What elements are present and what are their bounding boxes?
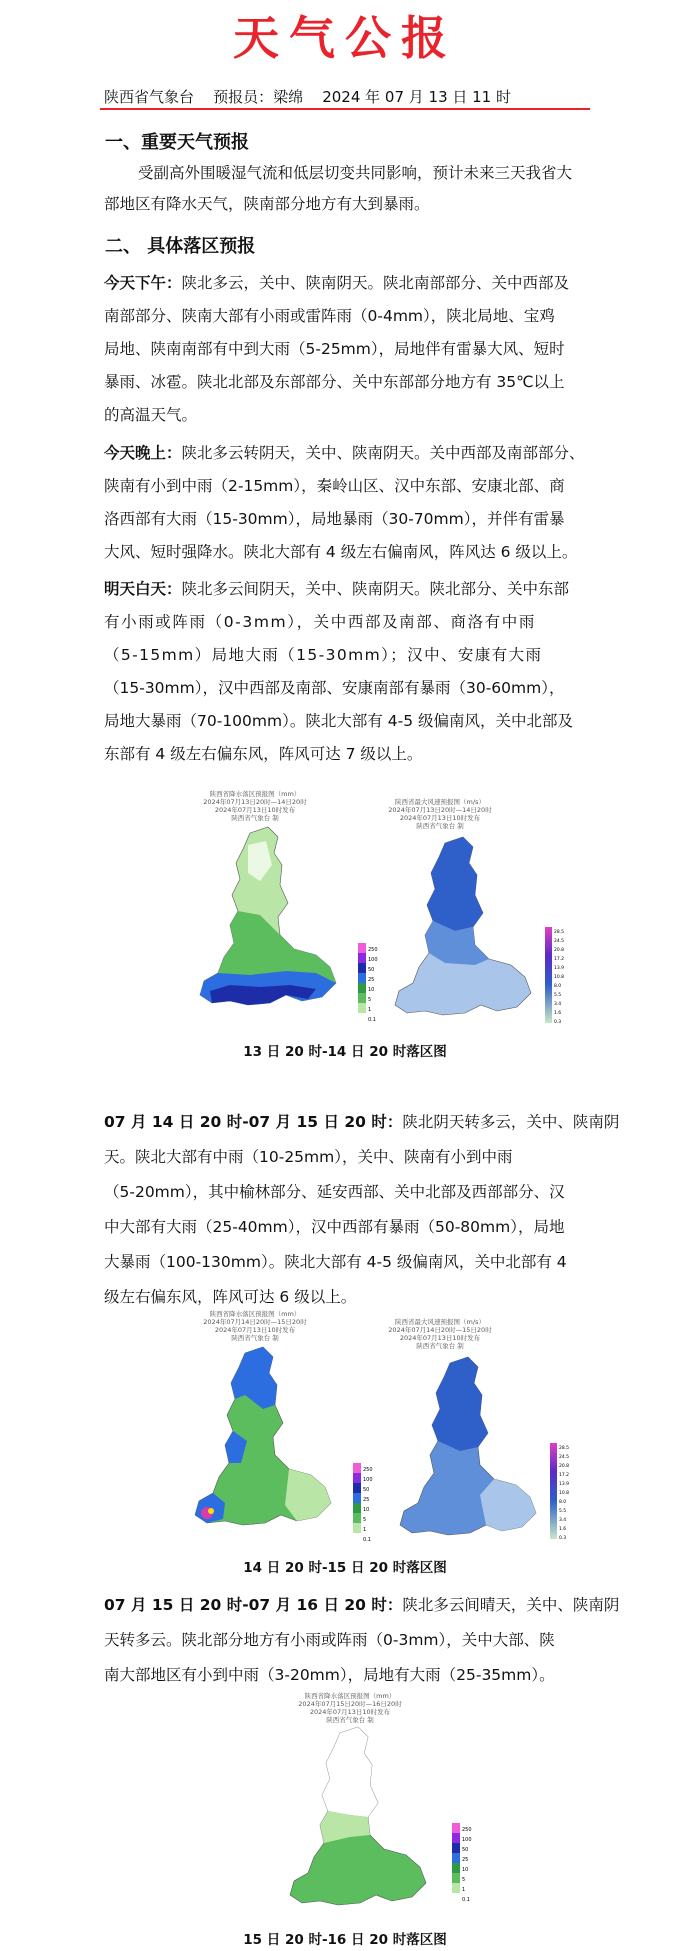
wind-map-2-title: 陕西省最大风速预报图（m/s） — [395, 1318, 485, 1326]
rain-legend-label: 0.1 — [363, 1537, 371, 1543]
tomorrow-line-1 — [104, 577, 569, 599]
rain-legend-label: 5 — [462, 1877, 466, 1883]
rain-legend-label: 50 — [368, 967, 375, 973]
wind-map-1 — [385, 835, 565, 1040]
rain-map-3-valid: 2024年07月15日20时—16日20时 — [298, 1700, 402, 1708]
wind-legend-label: 28.5 — [554, 930, 565, 935]
wind-map-2-issued: 2024年07月13日10时发布 — [399, 1334, 481, 1342]
rain-legend-label: 10 — [368, 987, 375, 993]
tomorrow-line-5: 局地大暴雨（70-100mm）。陕北大部有 4-5 级偏南风，关中北部及 — [104, 712, 574, 730]
agency-name: 陕西省气象台 — [104, 88, 195, 106]
wind-map-1-source: 陕西省气象台 制 — [416, 822, 464, 830]
today-pm-line-1 — [104, 271, 569, 293]
period2-line-5: 大暴雨（100-130mm）。陕北大部有 4-5 级偏南风，关中北部有 4 — [104, 1253, 567, 1271]
period3-line-1 — [104, 1593, 619, 1615]
rain-legend-label: 1 — [368, 1007, 372, 1013]
wind-zone-light — [480, 1479, 536, 1531]
period2-text-1: 陕北阴天转多云，关中、陕南阴 — [402, 1113, 620, 1131]
rain-map-2-title: 陕西省降水落区预报图（mm） — [209, 1310, 301, 1318]
wind-legend-label: 8.0 — [554, 984, 562, 989]
tonight-line-4: 大风、短时强降水。陕北大部有 4 级左右偏南风，阵风达 6 级以上。 — [104, 543, 578, 561]
wind-legend-label: 8.0 — [559, 1500, 567, 1505]
wind-map-1-issued: 2024年07月13日10时发布 — [399, 814, 481, 822]
rain-legend-label: 0.1 — [462, 1897, 470, 1903]
rain-map-2-issued: 2024年07月13日10时发布 — [214, 1326, 296, 1334]
tomorrow-line-6: 东部有 4 级左右偏东风，阵风可达 7 级以上。 — [104, 745, 423, 763]
period2-lead: 07 月 14 日 20 时-07 月 15 日 20 时： — [104, 1113, 403, 1131]
wind-legend-label: 28.5 — [559, 1446, 570, 1451]
period3-text-1: 陕北多云间晴天，关中、陕南阴 — [402, 1596, 620, 1614]
wind-map-2-source: 陕西省气象台 制 — [416, 1342, 464, 1350]
issue-datetime: 2024 年 07 月 13 日 11 时 — [322, 88, 511, 106]
rain-map-2-source: 陕西省气象台 制 — [231, 1334, 279, 1342]
section2-heading: 二、 具体落区预报 — [105, 236, 256, 257]
header-line — [104, 86, 511, 107]
rain-map-2 — [185, 1345, 375, 1545]
forecaster-name: 预报员：梁绵 — [213, 88, 304, 106]
header-divider — [100, 108, 590, 110]
rain-legend-label: 50 — [363, 1487, 370, 1493]
rain-map-1-header — [175, 790, 335, 822]
wind-map-1-title: 陕西省最大风速预报图（m/s） — [395, 798, 485, 806]
rain-map-1 — [190, 825, 380, 1025]
rain-legend-label: 1 — [462, 1887, 466, 1893]
wind-legend-label: 10.8 — [559, 1491, 570, 1496]
wind-map-1-valid: 2024年07月13日20时—14日20时 — [388, 806, 492, 814]
today-pm-text-1: 陕北多云，关中、陕南阴天。陕北南部部分、关中西部及 — [181, 274, 570, 292]
wind-legend-label: 17.2 — [559, 1473, 570, 1478]
wind-legend-1 — [545, 927, 564, 1025]
rain-zone-none — [322, 1727, 378, 1817]
today-pm-line-3: 局地、陕南南部有中到大雨（5-25mm），局地伴有雷暴大风、短时 — [104, 340, 565, 358]
rain-map-3 — [280, 1725, 480, 1925]
rain-legend-label: 100 — [363, 1477, 373, 1483]
rain-map-2-valid: 2024年07月14日20时—15日20时 — [203, 1318, 307, 1326]
rain-map-1-title: 陕西省降水落区预报图（mm） — [209, 790, 301, 798]
period2-line-1 — [104, 1110, 619, 1132]
rain-map-1-source: 陕西省气象台 制 — [231, 814, 279, 822]
period2-line-2: 天。陕北大部有中雨（10-25mm），关中、陕南有小到中雨 — [104, 1148, 513, 1166]
rain-legend-label: 250 — [363, 1467, 373, 1473]
rain-legend-label: 0.1 — [368, 1017, 376, 1023]
wind-legend-label: 1.6 — [559, 1527, 567, 1532]
wind-map-1-header — [360, 798, 520, 830]
tonight-lead: 今天晚上： — [104, 444, 182, 462]
rain-legend-label: 25 — [462, 1857, 469, 1863]
rain-legend-label: 5 — [368, 997, 372, 1003]
wind-legend-label: 5.5 — [554, 993, 562, 998]
rain-legend-1 — [358, 943, 378, 1023]
tonight-line-1 — [104, 441, 585, 463]
rain-legend-label: 250 — [368, 947, 378, 953]
period2-line-4: 中大部有大雨（25-40mm），汉中西部有暴雨（50-80mm），局地 — [104, 1218, 565, 1236]
wind-legend-label: 3.4 — [554, 1002, 562, 1007]
wind-legend-label: 0.3 — [554, 1020, 562, 1025]
wind-map-2-header — [360, 1318, 520, 1350]
wind-legend-label: 24.5 — [554, 939, 565, 944]
bulletin-title: 天气公报 — [233, 11, 457, 65]
period2-line-3: （5-20mm），其中榆林部分、延安西部、关中北部及西部部分、汉 — [104, 1183, 565, 1201]
tonight-line-3: 洛西部有大雨（15-30mm），局地暴雨（30-70mm），并伴有雷暴 — [104, 510, 565, 528]
period3-line-3: 南大部地区有小到中雨（3-20mm），局地有大雨（25-35mm）。 — [104, 1666, 555, 1684]
tomorrow-line-3: （5-15mm）局地大雨（15-30mm）；汉中、安康有大雨 — [104, 646, 543, 664]
period3-line-2: 天转多云。陕北部分地方有小雨或阵雨（0-3mm），关中大部、陕 — [104, 1631, 555, 1649]
rain-map-3-title: 陕西省降水落区预报图（mm） — [304, 1692, 396, 1700]
wind-legend-label: 10.8 — [554, 975, 565, 980]
rain-map-1-issued: 2024年07月13日10时发布 — [214, 806, 296, 814]
rain-map-3-issued: 2024年07月13日10时发布 — [309, 1708, 391, 1716]
today-pm-line-5: 的高温天气。 — [104, 406, 198, 424]
wind-legend-label: 20.8 — [559, 1464, 570, 1469]
rain-legend-label: 10 — [363, 1507, 370, 1513]
period2-line-6: 级左右偏东风，阵风可达 6 级以上。 — [104, 1288, 357, 1306]
rain-zone-light — [285, 1469, 331, 1521]
rain-legend-label: 25 — [368, 977, 375, 983]
wind-legend-2 — [550, 1443, 569, 1541]
map-caption-1: 13 日 20 时-14 日 20 时落区图 — [243, 1044, 447, 1060]
tomorrow-line-4: （15-30mm），汉中西部及南部、安康南部有暴雨（30-60mm）， — [104, 679, 565, 697]
period3-lead: 07 月 15 日 20 时-07 月 16 日 20 时： — [104, 1596, 403, 1614]
wind-legend-label: 3.4 — [559, 1518, 567, 1523]
tomorrow-lead: 明天白天： — [104, 580, 182, 598]
rain-legend-2 — [353, 1463, 373, 1543]
rain-zone-navy — [210, 985, 316, 1005]
section1-heading: 一、重要天气预报 — [105, 132, 249, 153]
section1-line-1: 受副高外围暖湿气流和低层切变共同影响，预计未来三天我省大 — [138, 164, 573, 182]
rain-legend-label: 250 — [462, 1827, 472, 1833]
rain-map-1-valid: 2024年07月13日20时—14日20时 — [203, 798, 307, 806]
wind-legend-label: 0.3 — [559, 1536, 567, 1541]
wind-legend-label: 17.2 — [554, 957, 565, 962]
tomorrow-text-1: 陕北多云间阴天，关中、陕南阴天。陕北部分、关中东部 — [181, 580, 570, 598]
rain-legend-label: 100 — [368, 957, 378, 963]
wind-legend-label: 5.5 — [559, 1509, 567, 1514]
rain-legend-label: 1 — [363, 1527, 367, 1533]
wind-map-2-valid: 2024年07月14日20时—15日20时 — [388, 1326, 492, 1334]
wind-zone-dark — [432, 1357, 488, 1451]
rain-zone-peak — [208, 1508, 214, 1514]
tonight-text-1: 陕北多云转阴天，关中、陕南阴天。关中西部及南部部分、 — [181, 444, 585, 462]
rain-legend-label: 50 — [462, 1847, 469, 1853]
tomorrow-line-2: 有小雨或阵雨（0-3mm），关中西部及南部、商洛有中雨 — [104, 613, 536, 631]
rain-map-3-header — [270, 1692, 430, 1724]
wind-legend-label: 20.8 — [554, 948, 565, 953]
wind-legend-label: 24.5 — [559, 1455, 570, 1460]
rain-map-3-source: 陕西省气象台 制 — [326, 1716, 374, 1724]
map-caption-3: 15 日 20 时-16 日 20 时落区图 — [243, 1932, 447, 1948]
rain-legend-label: 5 — [363, 1517, 367, 1523]
rain-legend-label: 100 — [462, 1837, 472, 1843]
wind-legend-label: 1.6 — [554, 1011, 562, 1016]
rain-legend-3 — [452, 1823, 472, 1903]
wind-zone-dark — [427, 837, 483, 931]
map-caption-2: 14 日 20 时-15 日 20 时落区图 — [243, 1560, 447, 1576]
rain-map-2-header — [175, 1310, 335, 1342]
wind-legend-label: 13.9 — [554, 966, 565, 971]
today-pm-line-4: 暴雨、冰雹。陕北北部及东部部分、关中东部部分地方有 35℃以上 — [104, 373, 565, 391]
today-pm-lead: 今天下午： — [104, 274, 182, 292]
wind-map-2 — [390, 1355, 570, 1555]
tonight-line-2: 陕南有小到中雨（2-15mm），秦岭山区、汉中东部、安康北部、商 — [104, 477, 565, 495]
rain-legend-label: 10 — [462, 1867, 469, 1873]
section1-line-2: 部地区有降水天气，陕南部分地方有大到暴雨。 — [104, 195, 430, 213]
rain-legend-label: 25 — [363, 1497, 370, 1503]
today-pm-line-2: 南部部分、陕南大部有小雨或雷阵雨（0-4mm），陕北局地、宝鸡 — [104, 307, 555, 325]
wind-legend-label: 13.9 — [559, 1482, 570, 1487]
